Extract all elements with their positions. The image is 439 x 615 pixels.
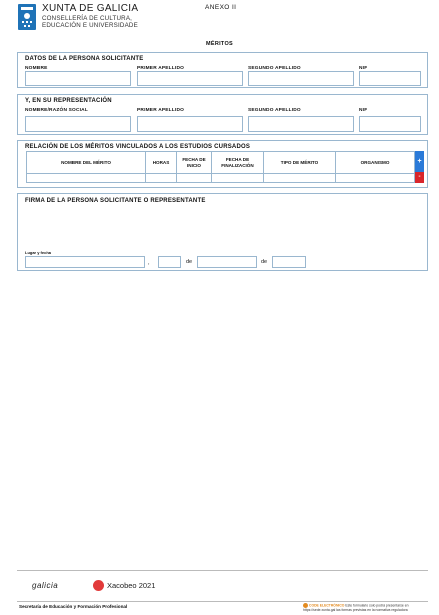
department-name: Secretaría de Educación y Formación Profesional [19, 604, 128, 609]
brand-subtitle-line-1: CONSELLERÍA DE CULTURA, [42, 15, 133, 22]
brand-title: XUNTA DE GALICIA [42, 3, 139, 14]
applicant-name-label: NOMBRE [25, 66, 48, 71]
document-title: MÉRITOS [205, 41, 234, 47]
representative-second-surname-input[interactable] [248, 116, 354, 132]
applicant-first-surname-input[interactable] [137, 71, 243, 86]
applicant-first-surname-label: PRIMER APELLIDO [137, 66, 185, 71]
representative-section [17, 94, 428, 135]
column-header-hours: HORAS [146, 152, 177, 173]
applicant-second-surname-label: SEGUNDO APELLIDO [248, 66, 301, 71]
annex-label: ANEXO II [205, 4, 237, 11]
merit-type-cell[interactable] [264, 174, 336, 183]
column-header-end-date: FECHA DE FINALIZACIÓN [212, 152, 264, 173]
add-row-button[interactable]: + [415, 151, 424, 172]
xacobeo-icon [93, 580, 104, 591]
brand-subtitle [42, 15, 138, 29]
column-header-start-date: FECHA DE INICIO [177, 152, 212, 173]
signature-section-title: FIRMA DE LA PERSONA SOLICITANTE O REPRESENTANTE [25, 198, 206, 204]
de-separator-1: de [186, 259, 193, 265]
electronic-code-label: CODE ELECTRÓNICO [309, 603, 345, 608]
comma-separator: , [148, 260, 150, 266]
footer-bottom-divider [17, 601, 428, 602]
merits-section [17, 140, 428, 188]
place-date-label: Lugar y fecha [25, 250, 52, 255]
remove-row-button[interactable]: - [415, 172, 424, 183]
hours-cell[interactable] [146, 174, 177, 183]
representative-first-surname-label: PRIMER APELLIDO [137, 108, 185, 113]
representative-section-title: Y, EN SU REPRESENTACIÓN [25, 98, 112, 104]
end-date-cell[interactable] [212, 174, 264, 183]
month-input[interactable] [197, 256, 257, 268]
de-separator-2: de [261, 259, 268, 265]
applicant-section-title: DATOS DE LA PERSONA SOLICITANTE [25, 56, 144, 62]
applicant-nif-input[interactable] [359, 71, 421, 86]
galicia-logo: galicia [32, 581, 59, 590]
representative-nif-label: NIF [359, 108, 368, 113]
representative-second-surname-label: SEGUNDO APELLIDO [248, 108, 301, 113]
column-header-merit-name: NOMBRE DEL MÉRITO [27, 152, 146, 173]
applicant-section [17, 52, 428, 88]
electronic-code-text: Este formulario solo podrá presentarse en https://sede.xunta.gal las formas previstas en la normativa reguladora [303, 603, 409, 612]
column-header-merit-type: TIPO DE MÉRITO [264, 152, 336, 173]
place-input[interactable] [25, 256, 145, 268]
signature-section [17, 193, 428, 271]
footer-divider [17, 570, 428, 571]
merits-section-title: RELACIÓN DE LOS MÉRITOS VINCULADOS A LOS ESTUDIOS CURSADOS [25, 144, 251, 150]
merit-name-cell[interactable] [27, 174, 146, 183]
start-date-cell[interactable] [177, 174, 212, 183]
xunta-shield-logo [18, 4, 36, 30]
organism-cell[interactable] [336, 174, 414, 183]
representative-name-input[interactable] [25, 116, 131, 132]
column-header-organism: ORGANISMO [360, 159, 390, 165]
representative-first-surname-input[interactable] [137, 116, 243, 132]
brand-subtitle-line-2: EDUCACIÓN E UNIVERSIDADE [42, 22, 138, 29]
year-input[interactable] [272, 256, 306, 268]
xacobeo-logo: Xacobeo 2021 [107, 581, 156, 590]
day-input[interactable] [158, 256, 181, 268]
applicant-name-input[interactable] [25, 71, 131, 86]
representative-nif-input[interactable] [359, 116, 421, 132]
merits-table [26, 151, 415, 183]
applicant-nif-label: NIF [359, 66, 368, 71]
representative-name-label: NOMBRE/RAZÓN SOCIAL [25, 108, 88, 113]
electronic-code-notice [303, 603, 428, 612]
applicant-second-surname-input[interactable] [248, 71, 354, 86]
